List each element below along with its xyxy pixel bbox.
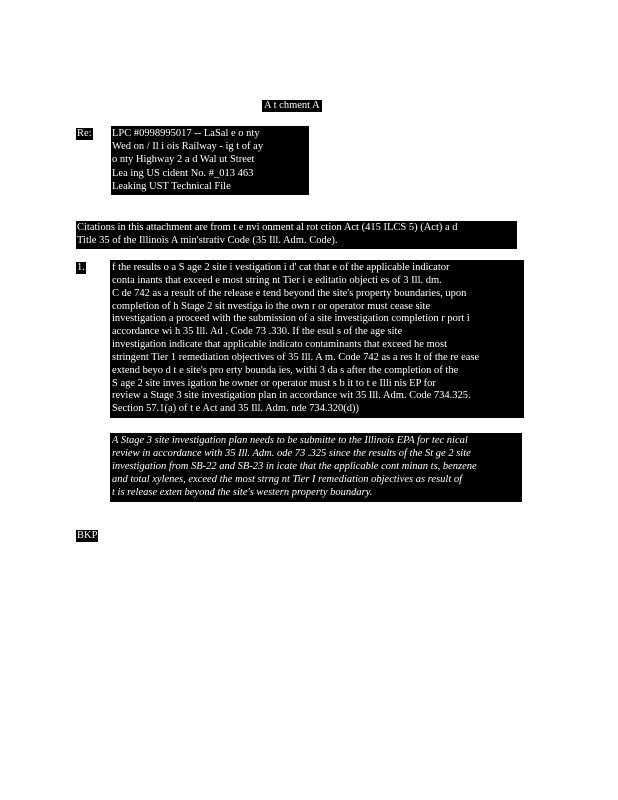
item-line: extend beyo d t e site's pro erty bounda ies, withi 3 da s after the completion of the — [112, 364, 459, 376]
item-paragraph — [110, 260, 524, 418]
item-line: review a Stage 3 site investigation plan in accordance wit 35 Ill. Adm. Code 734.325. — [112, 390, 471, 402]
item-line: investigation indicate that applicable indicato contaminants that exceed he most — [112, 339, 448, 351]
citation-paragraph — [76, 221, 517, 249]
note-line: t is release exten beyond the site's western property boundary. — [112, 486, 373, 498]
author-initials: BKP — [77, 530, 98, 541]
item-line: conta inants that exceed e most string nt Tier i e editatio objecti es of 3 Ill. dm. — [112, 274, 442, 286]
re-line: Lea ing US cident No. #_013 463 — [112, 167, 254, 179]
note-line: review in accordance with 35 Ill. Adm. ode 73 .325 since the results of the St ge 2 site — [112, 447, 471, 459]
note-line: investigation from SB-22 and SB-23 in icate that the applicable cont minan ts, benzene — [112, 460, 477, 472]
item-line: Section 57.1(a) of t e Act and 35 Ill. Adm. nde 734.320(d)) — [112, 403, 359, 415]
citation-line: Title 35 of the Illinois A min'strativ Code (35 Ill. Adm. Code). — [77, 234, 338, 246]
re-line: LPC #0998995017 -- LaSal e o nty — [112, 128, 260, 139]
item-line: investigation a proceed with the submission of a site investigation completion r port i — [112, 313, 470, 325]
item-line: S age 2 site inves igation he owner or operator must s b it to t e Illi nis EP for — [112, 377, 436, 389]
re-line: Leaking UST Technical File — [112, 180, 231, 192]
re-line: Wed on / Il i ois Railway - ig t of ay — [112, 141, 264, 153]
item-line: C de 742 as a result of the release e tend beyond the site's property boundaries, upon — [112, 287, 467, 299]
item-number: 1. — [77, 262, 85, 273]
italic-note — [110, 433, 522, 502]
re-line: o nty Highway 2 a d Wal ut Street — [112, 154, 255, 166]
note-line: and total xylenes, exceed the most strng nt Tier I remediation objectives as result of — [112, 473, 463, 485]
item-line: f the results o a S age 2 site i vestigation i d' cat that e of the applicable indicator — [112, 262, 450, 273]
attachment-title: A t chment A — [264, 100, 320, 111]
re-block — [111, 126, 309, 195]
re-label: Re: — [77, 128, 92, 139]
item-line: stringent Tier 1 remediation objectives of 35 Ill. A m. Code 742 as a res lt of the re ease — [112, 351, 480, 363]
citation-line: Citations in this attachment are from t e nvi onment al rot ction Act (415 ILCS 5) (Act) a d — [77, 222, 458, 233]
item-line: accordance wi h 35 Ill. Ad . Code 73 .330. If the esul s of the age site — [112, 326, 403, 338]
note-line: A Stage 3 site investigation plan needs to be submitte to the Illinois EPA for tec nical — [112, 435, 468, 446]
item-line: completion of h Stage 2 sit nvestiga io the own r or operator must cease site — [112, 300, 431, 312]
